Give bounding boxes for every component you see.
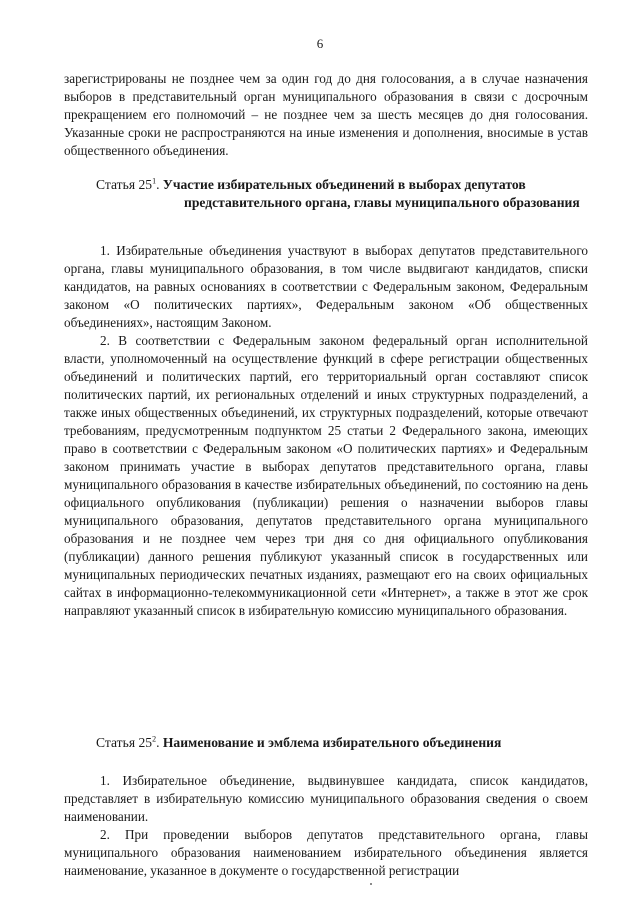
article-25-1-body	[64, 242, 588, 620]
article-25-1-paragraph-1: 1. Избирательные объединения участвуют в выборах депутатов представительного органа, главы муниципального образования, в том числе выдвигают кандидатов, списки кандидатов, на равных основаниях в соответствии с Федеральным законом, Федеральным законом «О политических партиях», Федеральным законом «Об общественных объединениях», настоящим Законом.	[64, 243, 588, 330]
scan-speck	[370, 883, 372, 885]
article-25-1-sup: 1	[152, 176, 157, 186]
article-25-2-heading: Статья $25^2$. Наименование и эмблема избирательного объединения	[96, 734, 502, 750]
article-25-1-heading: Статья $25^1$. Участие избирательных объединений в выборах депутатов представительного органа, главы муниципального образования	[96, 176, 596, 212]
article-25-1-prefix: Статья 25	[96, 177, 153, 192]
article-25-1-title-rest: представительного органа, главы муниципального образования	[184, 195, 580, 210]
article-25-2-body	[64, 772, 588, 880]
article-25-2-paragraph-1: 1. Избирательное объединение, выдвинувшее кандидата, список кандидатов, представляет в избирательную комиссию муниципального образования сведения о своем наименовании.	[64, 773, 588, 824]
article-25-2-title: Наименование и эмблема избирательного объединения	[162, 735, 502, 750]
article-25-2-prefix: Статья 25	[96, 735, 153, 750]
article-25-1-title-line1: Участие избирательных объединений в выборах депутатов	[162, 177, 526, 192]
article-25-2-sup: 2	[152, 734, 157, 744]
article-25-1-paragraph-2: 2. В соответствии с Федеральным законом федеральный орган исполнительной власти, уполномоченный на осуществление функций в сфере регистрации общественных объединений и политических партий, его территориальный орган составляют список политических партий, их региональных отделений и иных структурных подразделений, а также иных общественных объединений, их структурных подразделений, которые отвечают требованиям, предусмотренным подпунктом 25 статьи 2 Федерального закона, имеющих право в соответствии с Федеральным законом «О политических партиях» и Федеральным законом принимать участие в выборах депутатов представительного органа, главы муниципального образования в качестве избирательных объединений, по состоянию на день официального опубликования (публикации) решения о назначении выборов главы муниципального образования, депутатов представительного органа муниципального образования и не позднее чем через три дня со дня официального опубликования (публикации) данного решения публикуют указанный список в государственных или муниципальных периодических печатных изданиях, размещают его на своих официальных сайтах в информационно-телекоммуникационной сети «Интернет», а также в этот же срок направляют указанный список в избирательную комиссию муниципального образования.	[64, 333, 588, 618]
page-number: 6	[316, 36, 324, 51]
article-25-2-paragraph-2: 2. При проведении выборов депутатов представительного органа, главы муниципального образования наименованием избирательного объединения является наименование, указанное в документе о государственной регистрации	[64, 827, 588, 878]
intro-paragraph: зарегистрированы не позднее чем за один год до дня голосования, а в случае назначения выборов в представительный орган муниципального образования в связи с досрочным прекращением его полномочий – не позднее чем за шесть месяцев до дня голосования. Указанные сроки не распространяются на иные изменения и дополнения, вносимые в устав общественного объединения.	[64, 71, 588, 158]
intro-paragraph-block	[64, 70, 588, 160]
